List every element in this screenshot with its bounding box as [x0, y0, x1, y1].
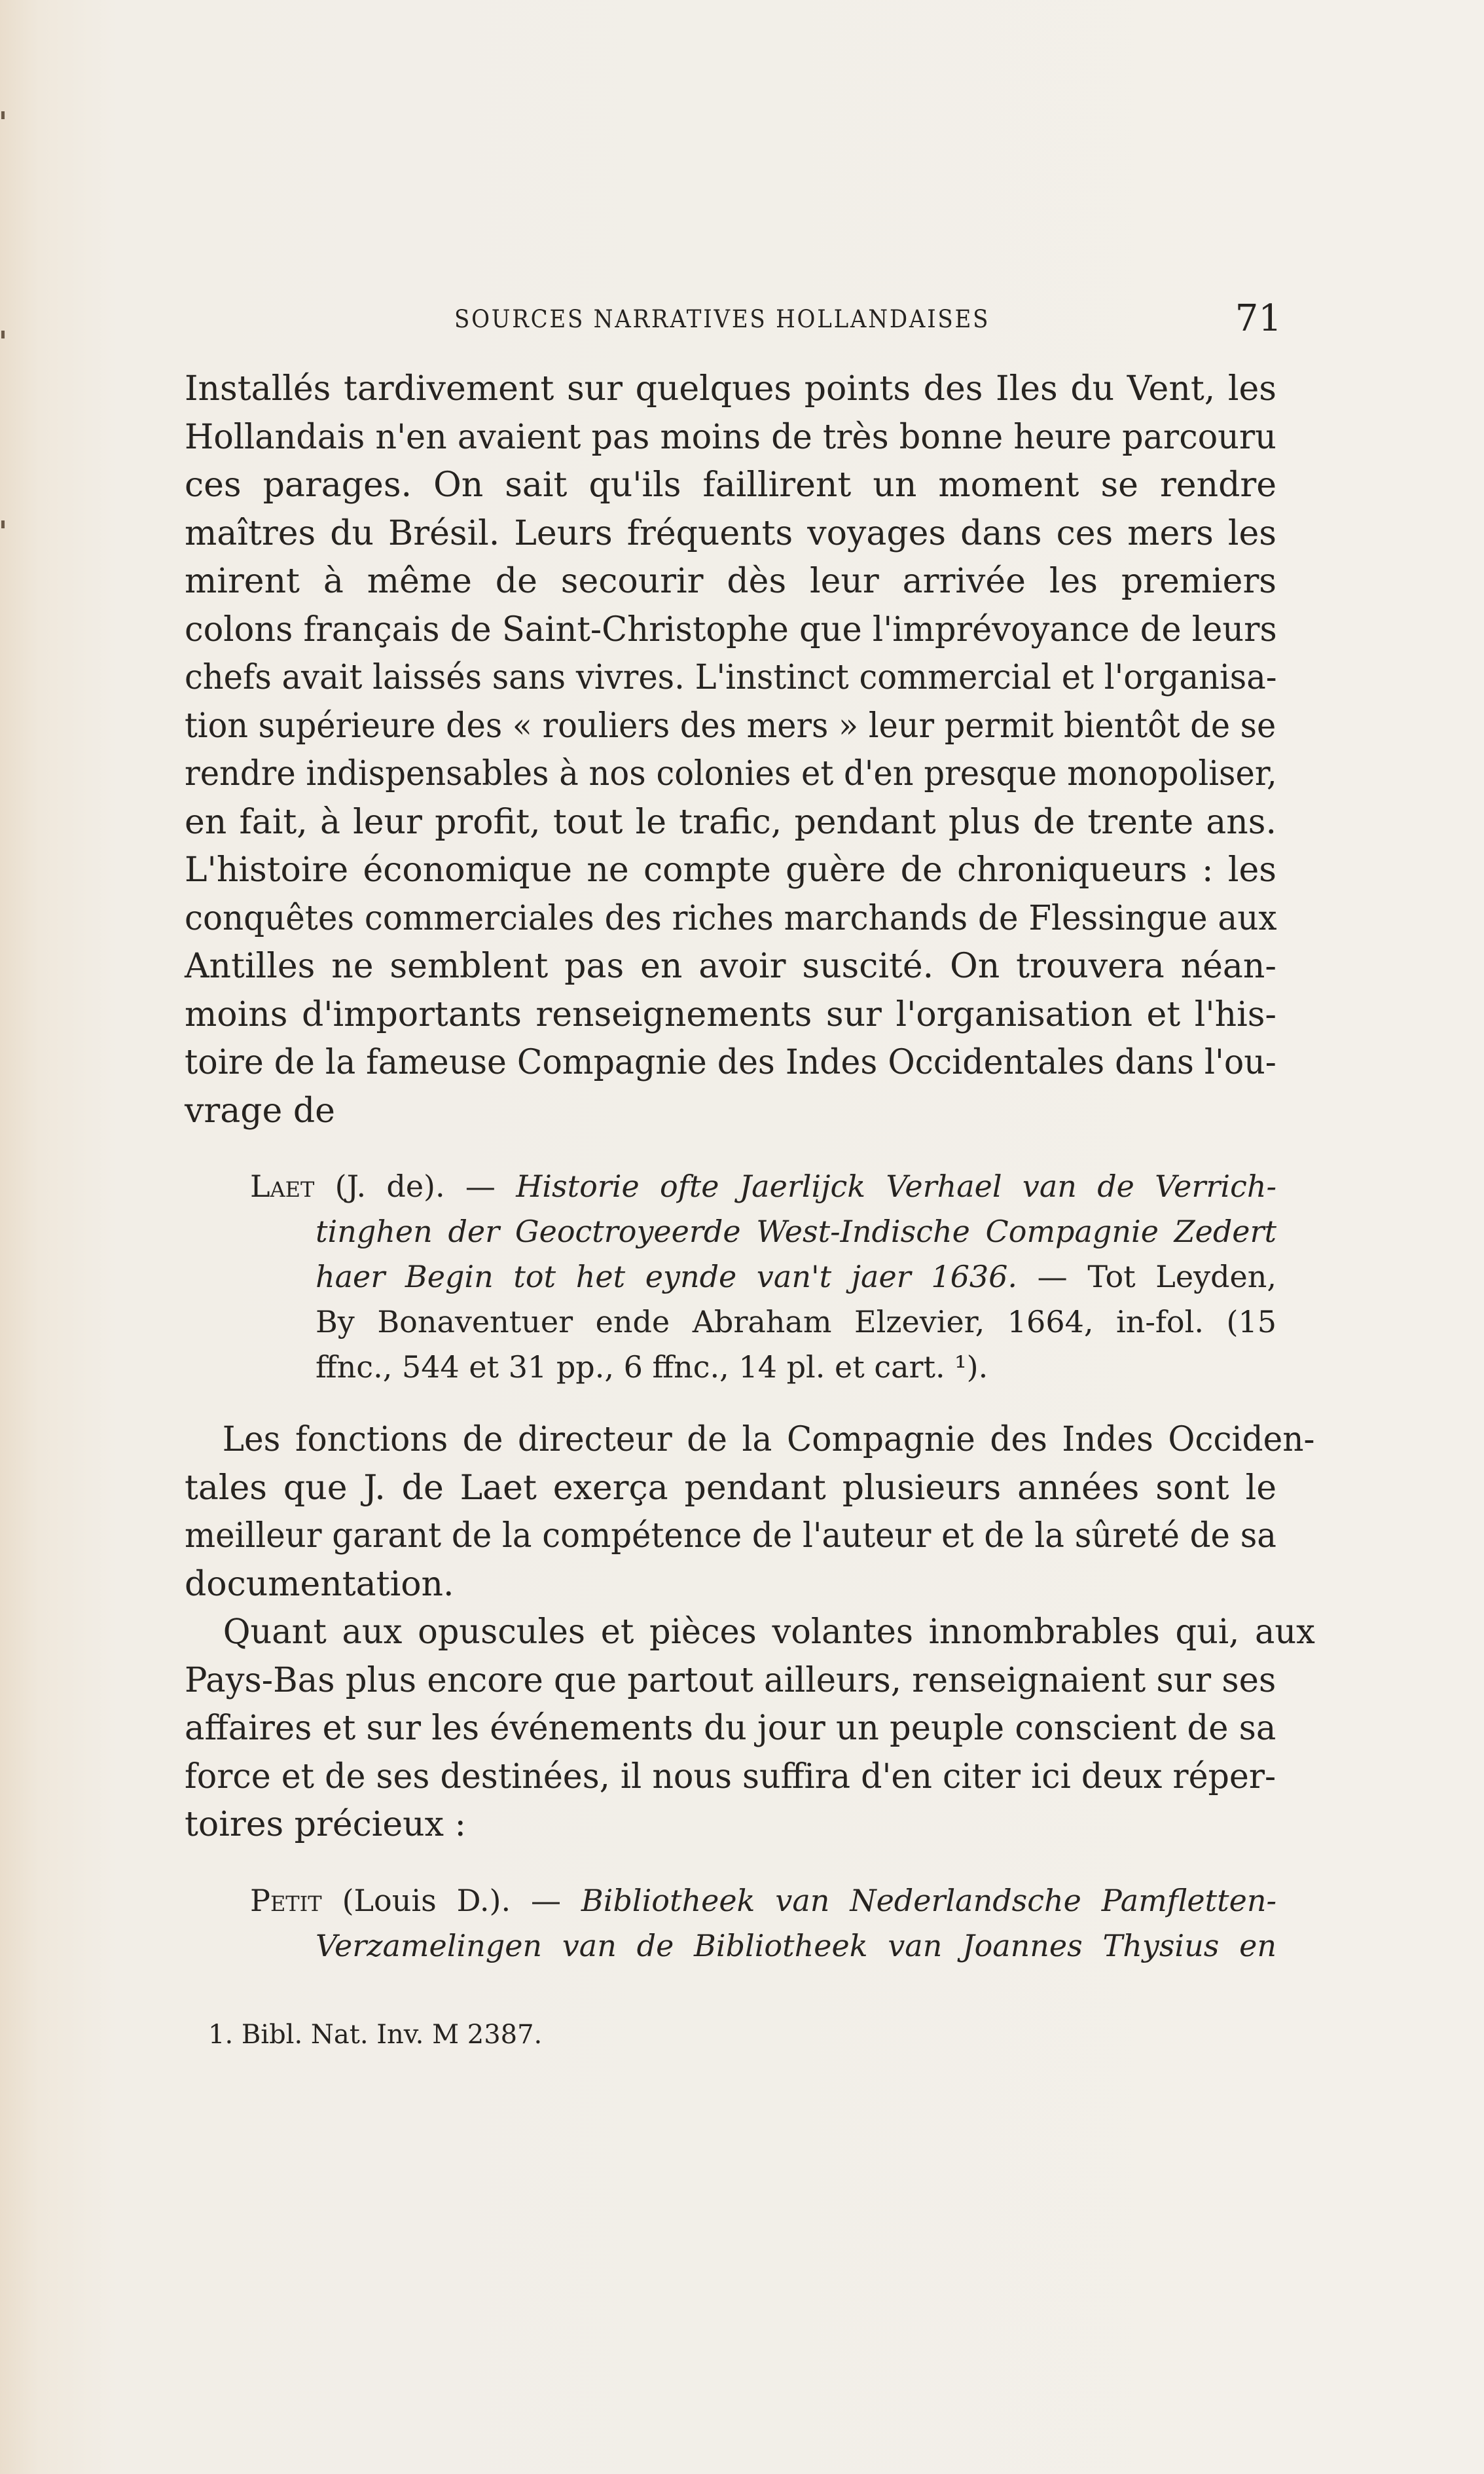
- running-head: [185, 295, 1282, 347]
- text-line: toires précieux :: [185, 1805, 466, 1844]
- margin-mark: [1, 331, 5, 338]
- biblio-author: Petit: [250, 1882, 322, 1918]
- text-line: toire de la fameuse Compagnie des Indes Occidentales dans l'ou-: [185, 1043, 1276, 1082]
- biblio-title: Historie ofte Jaerlijck Verhael van de Verrich-: [516, 1169, 1277, 1204]
- margin-mark: [1, 111, 5, 119]
- text-line: Hollandais n'en avaient pas moins de très bonne heure parcouru: [185, 417, 1276, 457]
- text-line: moins d'importants renseignements sur l'organisation et l'his-: [185, 994, 1276, 1034]
- text-line: Quant aux opuscules et pièces volantes innombrables qui, aux: [223, 1612, 1315, 1652]
- biblio-imprint: — Tot Leyden,: [1017, 1259, 1276, 1294]
- text-line: Antilles ne semblent pas en avoir suscité. On trouvera néan-: [185, 947, 1276, 986]
- bibliography-entry-petit: [185, 1878, 1276, 1969]
- bibliography-entry-laet: [185, 1164, 1276, 1390]
- biblio-title: Bibliotheek van Nederlandsche Pamfletten-: [581, 1882, 1277, 1918]
- text-line: documentation.: [185, 1564, 454, 1604]
- margin-mark: [1, 520, 5, 528]
- biblio-author-detail: (J. de). —: [314, 1169, 516, 1204]
- paragraph-1: [185, 365, 1276, 1135]
- text-line: rendre indispensables à nos colonies et d'en presque monopoliser,: [185, 754, 1277, 793]
- biblio-line: [250, 1345, 1276, 1390]
- text-line: Pays-Bas plus encore que partout ailleurs, renseignaient sur ses: [185, 1660, 1276, 1700]
- biblio-line: [250, 1164, 1276, 1209]
- text-line: tales que J. de Laet exerça pendant plusieurs années sont le: [185, 1468, 1276, 1508]
- biblio-title: tinghen der Geoctroyeerde West-Indische Compagnie Zedert: [316, 1214, 1276, 1249]
- biblio-title: haer Begin tot het eynde van't jaer 1636.: [316, 1259, 1018, 1294]
- text-line: L'histoire économique ne compte guère de chroniqueurs : les: [185, 850, 1276, 890]
- page: [185, 295, 1315, 1995]
- biblio-line: [250, 1254, 1276, 1300]
- text-line: chefs avait laissés sans vivres. L'instinct commercial et l'organisa-: [185, 658, 1277, 697]
- text-line: vrage de: [185, 1091, 335, 1131]
- text-line: maîtres du Brésil. Leurs fréquents voyages dans ces mers les: [185, 513, 1276, 553]
- text-line: mirent à même de secourir dès leur arrivée les premiers: [185, 562, 1276, 601]
- biblio-title: Verzamelingen van de Bibliotheek van Joannes Thysius en: [316, 1927, 1276, 1963]
- running-head-title: SOURCES NARRATIVES HOLLANDAISES: [454, 305, 990, 333]
- biblio-line: [250, 1923, 1276, 1969]
- text-line: conquêtes commerciales des riches marchands de Flessingue aux: [185, 898, 1277, 938]
- text-line: tion supérieure des « rouliers des mers » leur permit bientôt de se: [185, 706, 1276, 746]
- text-line: affaires et sur les événements du jour un peuple conscient de sa: [185, 1709, 1276, 1748]
- biblio-collation: ffnc., 544 et 31 pp., 6 ffnc., 14 pl. et cart. ¹).: [316, 1349, 988, 1385]
- biblio-line: By Bonaventuer ende Abraham Elzevier, 1664, in-fol. (15: [316, 1304, 1276, 1339]
- text-line: meilleur garant de la compétence de l'auteur et de la sûreté de sa: [185, 1516, 1276, 1555]
- text-line: colons français de Saint-Christophe que l'imprévoyance de leurs: [185, 609, 1277, 649]
- text-line: ces parages. On sait qu'ils faillirent un moment se rendre: [185, 465, 1276, 505]
- footnote: 1. Bibl. Nat. Inv. M 2387.: [208, 2020, 543, 2050]
- biblio-line: [250, 1209, 1276, 1254]
- paragraph-2: [185, 1416, 1315, 1609]
- text-line: force et de ses destinées, il nous suffira d'en citer ici deux réper-: [185, 1756, 1276, 1796]
- text-line: Les fonctions de directeur de la Compagnie des Indes Occiden-: [222, 1420, 1315, 1459]
- paragraph-3: [185, 1609, 1315, 1849]
- biblio-line: [250, 1878, 1276, 1923]
- text-line: en fait, à leur profit, tout le trafic, pendant plus de trente ans.: [185, 802, 1276, 842]
- biblio-author-detail: (Louis D.). —: [321, 1882, 581, 1918]
- biblio-author: Laet: [250, 1169, 315, 1204]
- text-line: Installés tardivement sur quelques points des Iles du Vent, les: [185, 369, 1276, 409]
- page-number: 71: [1235, 297, 1282, 340]
